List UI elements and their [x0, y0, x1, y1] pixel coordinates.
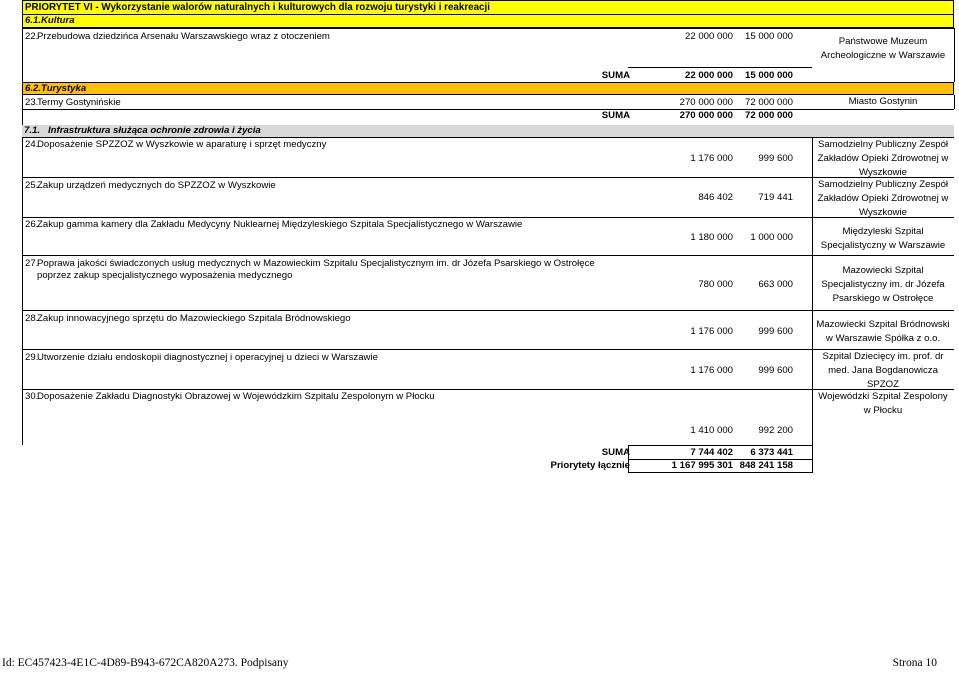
- sum-label: SUMA: [601, 110, 630, 121]
- row-beneficiary: Wojewódzki Szpital Zespolony w Płocku: [818, 391, 948, 416]
- row-divider: [22, 310, 954, 311]
- row-desc: Utworzenie działu endoskopii diagnostycznej i operacyjnej u dzieci w Warszawie: [37, 352, 378, 363]
- row-num: 25.: [25, 180, 39, 191]
- row-desc: Zakup urządzeń medycznych do SPZZOZ w Wyszkowie: [37, 180, 276, 191]
- section-zdrowie: 7.1. Infrastruktura służąca ochronie zdrowia i życia: [22, 125, 954, 137]
- row-num: 26.: [25, 219, 39, 230]
- table-border-left: [22, 95, 23, 125]
- sum-cofinancing: 6 373 441: [750, 447, 793, 458]
- row-beneficiary: Mazowiecki Szpital Bródnowski w Warszawie Spółka z o.o.: [816, 319, 950, 344]
- footer-page: Strona 10: [892, 657, 937, 669]
- row-cost: 270 000 000: [679, 97, 733, 108]
- row-beneficiary: Państwowe Muzeum Archeologiczne w Warszawie: [820, 36, 946, 61]
- row-cost: 1 176 000: [690, 365, 733, 376]
- row-beneficiary: Międzyleski Szpital Specjalistyczny w Warszawie: [820, 226, 946, 251]
- table-border-right: [954, 28, 955, 82]
- sum-label: SUMA: [601, 447, 630, 458]
- row-desc-line2: poprzez zakup specjalistycznego wyposażenia medycznego: [37, 270, 293, 281]
- row-cofinancing: 992 200: [758, 425, 793, 436]
- row-desc: Termy Gostynińskie: [37, 97, 121, 108]
- row-cofinancing: 999 600: [758, 153, 793, 164]
- row-cofinancing: 72 000 000: [744, 97, 793, 108]
- section-turystyka: 6.2.Turystyka: [22, 82, 954, 95]
- sum-divider: [628, 472, 812, 473]
- row-desc: Zakup innowacyjnego sprzętu do Mazowieckiego Szpitala Bródnowskiego: [37, 313, 351, 324]
- row-cost: 780 000: [698, 279, 733, 290]
- sum-cost: 22 000 000: [684, 70, 733, 81]
- column-divider: [812, 137, 813, 445]
- row-num: 22.: [25, 31, 39, 42]
- row-cost: 22 000 000: [684, 31, 733, 42]
- row-num: 30.: [25, 391, 39, 402]
- sum-cofinancing: 72 000 000: [744, 110, 793, 121]
- sum-border-left: [628, 445, 629, 473]
- row-beneficiary: Szpital Dziecięcy im. prof. dr med. Jana Bogdanowicza SPZOZ: [822, 351, 944, 390]
- section-kultura: 6.1.Kultura: [22, 15, 954, 28]
- row-beneficiary: Samodzielny Publiczny Zespół Zakładów Opieki Zdrowotnej w Wyszkowie: [817, 139, 949, 178]
- row-divider: [22, 109, 954, 110]
- row-divider: [22, 28, 954, 29]
- row-beneficiary: Miasto Gostynin: [848, 96, 918, 107]
- row-cofinancing: 999 600: [758, 326, 793, 337]
- sum-divider: [628, 67, 812, 68]
- row-cofinancing: 719 441: [758, 192, 793, 203]
- row-desc: Doposażenie Zakładu Diagnostyki Obrazowej w Wojewódzkim Szpitalu Zespolonym w Płocku: [37, 391, 435, 402]
- row-desc: Doposażenie SPZZOZ w Wyszkowie w aparaturę i sprzęt medyczny: [37, 139, 327, 150]
- row-cofinancing: 1 000 000: [750, 232, 793, 243]
- sum-cost: 270 000 000: [679, 110, 733, 121]
- table-border-left: [22, 137, 23, 445]
- row-num: 23.: [25, 97, 39, 108]
- row-cost: 846 402: [698, 192, 733, 203]
- footer-id: Id: EC457423-4E1C-4D89-B943-672CA820A273. Podpisany: [2, 657, 289, 669]
- row-cofinancing: 999 600: [758, 365, 793, 376]
- row-cost: 1 176 000: [690, 326, 733, 337]
- row-desc: Poprawa jakości świadczonych usług medycznych w Mazowieckim Szpitalu Specjalistycznym im. dr Józefa Psarskiego w Ostrołęce: [37, 258, 595, 269]
- total-label-main: Priorytety łącznie: [550, 460, 630, 471]
- row-beneficiary: Mazowiecki Szpital Specjalistyczny im. dr Józefa Psarskiego w Ostrołęce: [821, 265, 945, 304]
- row-divider: [22, 255, 954, 256]
- row-cofinancing: 15 000 000: [744, 31, 793, 42]
- sum-label: SUMA: [601, 70, 630, 81]
- sum-cost: 7 744 402: [690, 447, 733, 458]
- row-divider: [22, 217, 954, 218]
- row-num: 28.: [25, 313, 39, 324]
- row-num: 24.: [25, 139, 39, 150]
- row-cost: 1 180 000: [690, 232, 733, 243]
- row-desc: Zakup gamma kamery dla Zakładu Medycyny Nuklearnej Międzyleskiego Szpitala Specjalistycznego w Warszawie: [37, 219, 523, 230]
- table-border-left: [22, 28, 23, 82]
- total-cost: 1 167 995 301: [671, 460, 733, 471]
- total-cofinancing: 848 241 158: [739, 460, 793, 471]
- sum-divider: [628, 445, 812, 446]
- row-beneficiary: Samodzielny Publiczny Zespół Zakładów Opieki Zdrowotnej w Wyszkowie: [817, 179, 949, 218]
- row-num: 29.: [25, 352, 39, 363]
- row-desc: Przebudowa dziedzińca Arsenału Warszawskiego wraz z otoczeniem: [37, 31, 330, 42]
- row-cofinancing: 663 000: [758, 279, 793, 290]
- priority-header: PRIORYTET VI - Wykorzystanie walorów naturalnych i kulturowych dla rozwoju turystyki i reakreacji: [22, 0, 954, 15]
- sum-border-right: [812, 445, 813, 473]
- row-num: 27.: [25, 258, 39, 269]
- sum-cofinancing: 15 000 000: [744, 70, 793, 81]
- row-cost: 1 410 000: [690, 425, 733, 436]
- table-border-right: [954, 95, 955, 109]
- row-cost: 1 176 000: [690, 153, 733, 164]
